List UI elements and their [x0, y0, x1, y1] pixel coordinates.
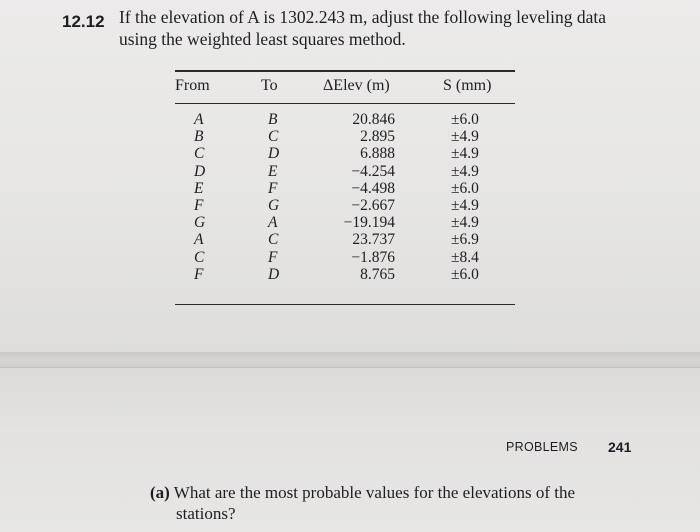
header-s: S (mm) [443, 77, 492, 94]
cell-from: F [194, 265, 204, 283]
cell-elev: 20.846 [352, 111, 395, 128]
cell-elev: 8.765 [360, 265, 395, 283]
table-top-rule [175, 70, 515, 72]
cell-s: ±4.9 [451, 197, 479, 215]
page-gap [0, 352, 700, 368]
cell-elev: 23.737 [352, 231, 395, 249]
table-bottom-rule [175, 304, 515, 305]
problem-line-2: using the weighted least squares method. [119, 29, 406, 49]
cell-to: D [268, 145, 280, 163]
cell-elev: 2.895 [360, 128, 395, 146]
cell-from: C [194, 248, 205, 266]
column-s [451, 111, 479, 283]
problem-statement [119, 6, 679, 50]
cell-to: F [268, 179, 278, 197]
cell-from: G [194, 214, 206, 232]
cell-to: C [268, 231, 279, 249]
cell-from: A [194, 111, 204, 128]
cell-elev: −4.254 [351, 162, 395, 180]
sub-question-text-1: What are the most probable values for the elevations of the [173, 483, 576, 502]
cell-elev: −2.667 [351, 197, 395, 215]
cell-s: ±6.0 [451, 179, 479, 197]
cell-to: F [268, 248, 278, 266]
column-elev [329, 111, 395, 283]
running-head: PROBLEMS [506, 440, 578, 454]
sub-question-label: (a) [150, 483, 170, 502]
sub-question-line-1 [150, 482, 650, 503]
cell-to: D [268, 265, 280, 283]
cell-s: ±6.0 [451, 111, 479, 128]
cell-to: A [268, 214, 278, 232]
column-from [194, 111, 205, 283]
cell-from: D [194, 162, 206, 180]
table-header-rule [175, 103, 515, 104]
header-to: To [261, 77, 278, 94]
cell-from: C [194, 145, 205, 163]
cell-elev: −4.498 [351, 179, 395, 197]
problem-line-1: If the elevation of A is 1302.243 m, adjust the following leveling data [119, 7, 606, 27]
cell-from: E [194, 179, 204, 197]
cell-s: ±4.9 [451, 162, 479, 180]
sub-question-a [150, 482, 650, 524]
header-elev: ΔElev (m) [323, 77, 390, 94]
column-to [268, 111, 279, 283]
cell-elev: −1.876 [351, 248, 395, 266]
cell-from: B [194, 128, 204, 146]
cell-to: G [268, 197, 280, 215]
cell-to: C [268, 128, 279, 146]
sub-question-line-2: stations? [176, 504, 236, 523]
cell-s: ±8.4 [451, 248, 479, 266]
cell-from: A [194, 231, 204, 249]
cell-s: ±6.9 [451, 231, 479, 249]
cell-elev: 6.888 [360, 145, 395, 163]
cell-s: ±4.9 [451, 145, 479, 163]
page-number: 241 [608, 439, 632, 455]
cell-from: F [194, 197, 204, 215]
cell-s: ±6.0 [451, 265, 479, 283]
cell-to: B [268, 111, 278, 128]
cell-elev: −19.194 [343, 214, 395, 232]
cell-s: ±4.9 [451, 128, 479, 146]
cell-to: E [268, 162, 278, 180]
cell-s: ±4.9 [451, 214, 479, 232]
header-from: From [175, 77, 210, 94]
problem-number: 12.12 [62, 12, 105, 31]
